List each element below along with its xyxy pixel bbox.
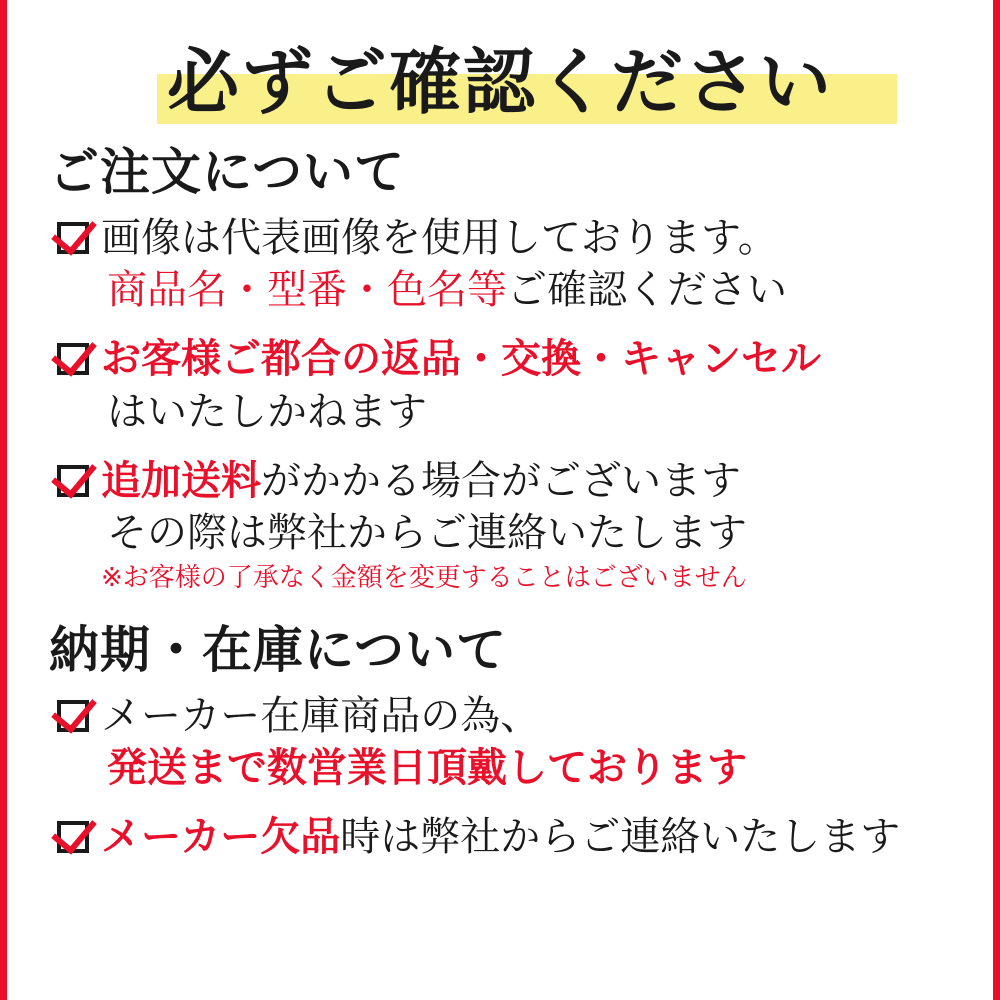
list-item [55,333,965,439]
list-item-line [101,264,965,317]
list-item-line: その際は弊社からご連絡いたします [107,510,747,557]
list-item-line: お客様ご都合の返品・交換・キャンセル [101,336,821,383]
title-block [35,34,965,130]
list-item-text [101,690,965,796]
section-heading-delivery: 納期・在庫について [49,621,507,680]
list-item [55,455,965,596]
list-item-line-red: 商品名・型番・色名等 [107,267,507,314]
list-item-text [101,212,965,318]
checkbox-checked-icon [55,461,95,501]
section-heading-order: ご注文について [49,143,405,201]
list-item-text [101,455,965,596]
checkbox-checked-icon [55,696,95,736]
page-title: 必ずご確認ください [166,40,833,124]
list-item [55,212,965,318]
list-item-line: はいたしかねます [107,388,427,435]
checkbox-checked-icon [55,339,95,379]
list-item-note: ※お客様の了承なく金額を変更することはございません [101,563,747,594]
list-item-line-black: ご確認ください [507,267,787,314]
checkbox-checked-icon [55,817,95,857]
list-item-line: 画像は代表画像を使用しております。 [101,214,778,261]
list-item-line: メーカー在庫商品の為、 [101,692,541,739]
list-item-line-red: メーカー欠品 [101,814,341,861]
list-item [55,811,965,864]
list-item-line-black: 時は弊社からご連絡いたします [340,814,901,861]
list-item [55,690,965,796]
notice-content [7,0,993,880]
list-item-text [101,333,965,439]
list-item-line-red: 追加送料 [101,457,261,504]
list-item-text [101,811,965,864]
list-item-line: 発送まで数営業日頂戴しております [107,745,747,792]
list-item-line [101,811,965,864]
list-item-line-black: がかかる場合がございます [261,457,741,504]
list-item-line [101,455,965,508]
checkbox-checked-icon [55,218,95,258]
